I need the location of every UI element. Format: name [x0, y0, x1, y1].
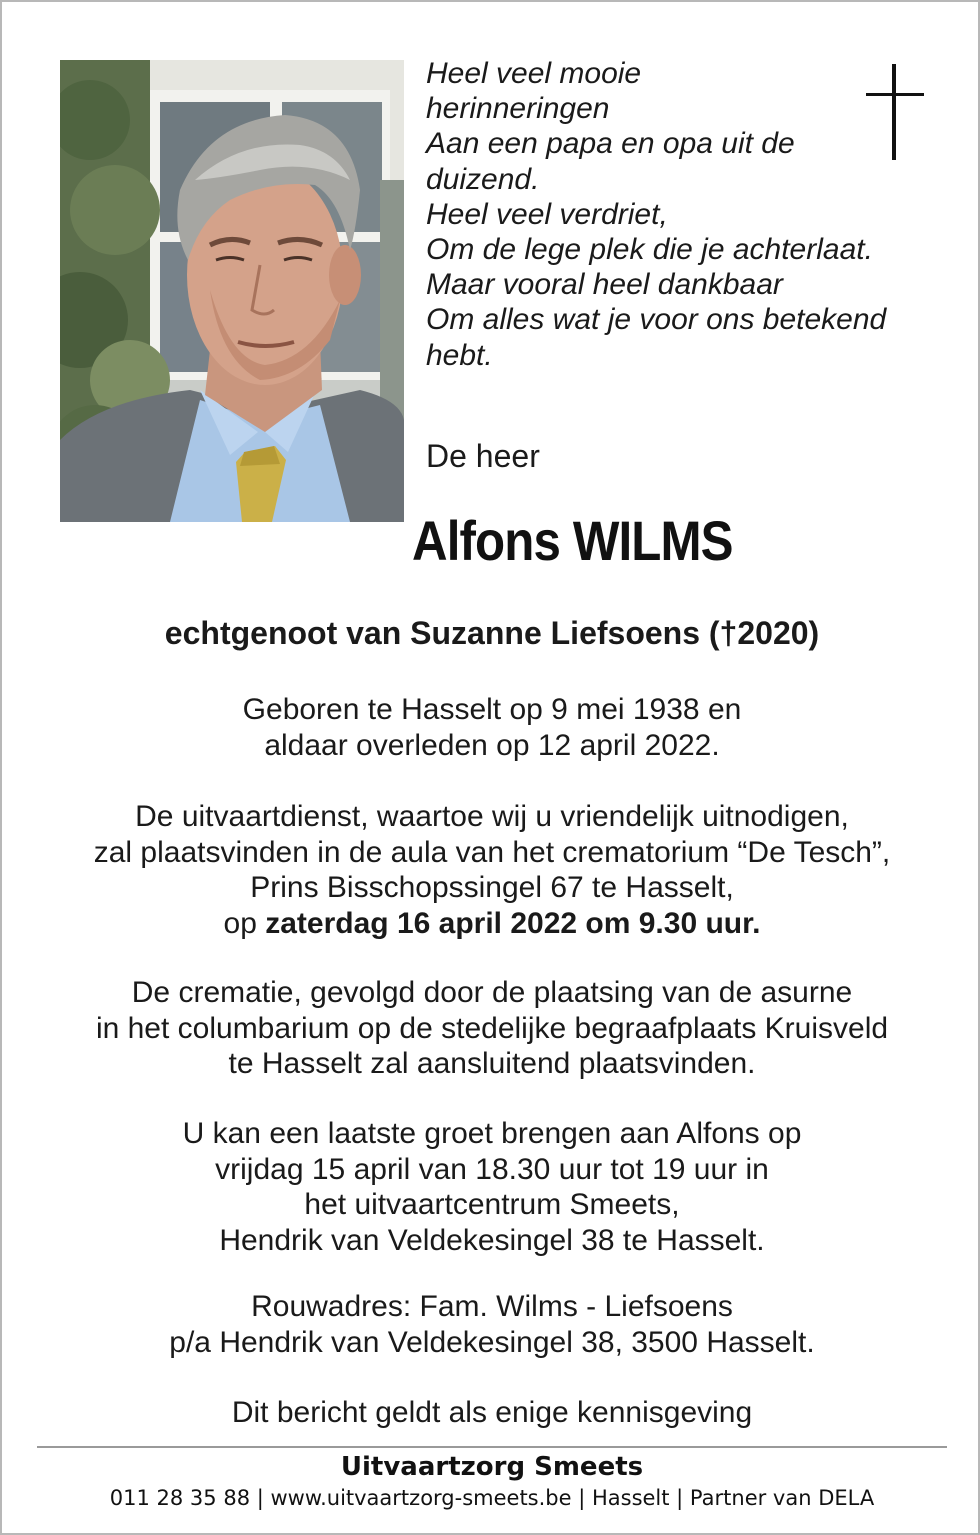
poem-line: Om alles wat je voor ons betekend	[426, 303, 887, 337]
text-line: U kan een laatste groet brengen aan Alfons op	[182, 1117, 802, 1150]
poem-line: Aan een papa en opa uit de	[426, 127, 795, 161]
poem-line: Heel veel verdriet,	[426, 197, 668, 231]
service-date: zaterdag 16 april 2022 om 9.30 uur.	[265, 906, 761, 940]
notice-line	[2, 1395, 980, 1431]
text-line: te Hasselt zal aansluitend plaatsvinden.	[228, 1047, 756, 1080]
poem-line: duizend.	[426, 162, 540, 196]
deceased-name: Alfons WILMS	[412, 509, 733, 572]
honorific: De heer	[426, 438, 540, 474]
footer-divider	[37, 1446, 947, 1448]
poem	[426, 56, 926, 373]
text-line: Dit bericht geldt als enige kennisgeving	[231, 1396, 753, 1429]
poem-line: Maar vooral heel dankbaar	[426, 268, 783, 302]
mourning-address-block	[2, 1289, 980, 1360]
cremation-block	[2, 975, 980, 1082]
spouse-line: echtgenoot van Suzanne Liefsoens (†2020)	[164, 615, 820, 651]
poem-line: Heel veel mooie	[426, 57, 642, 90]
poem-line: herinneringen	[426, 92, 610, 126]
service-date-prefix: op	[223, 906, 266, 940]
portrait-photo	[60, 60, 404, 522]
portrait-illustration	[60, 60, 404, 522]
visitation-block	[2, 1116, 980, 1258]
text-line: het uitvaartcentrum Smeets,	[304, 1188, 680, 1221]
poem-line: Om de lege plek die je achterlaat.	[426, 233, 873, 267]
text-line: Hendrik van Veldekesingel 38 te Hasselt.	[219, 1223, 765, 1257]
text-line: in het columbarium op de stedelijke begraafplaats Kruisveld	[95, 1011, 889, 1045]
service-block	[2, 799, 980, 941]
funeral-company-contact: 011 28 35 88 | www.uitvaartzorg-smeets.be | Hasselt | Partner van DELA	[109, 1486, 875, 1510]
service-date-line	[2, 906, 980, 942]
funeral-company-name: Uitvaartzorg Smeets	[340, 1452, 644, 1482]
text-line: De uitvaartdienst, waartoe wij u vriendelijk uitnodigen,	[135, 800, 849, 833]
poem-line: hebt.	[426, 338, 493, 372]
text-line: De crematie, gevolgd door de plaatsing van de asurne	[131, 976, 853, 1009]
text-line: aldaar overleden op 12 april 2022.	[264, 728, 720, 762]
latin-cross-icon	[866, 64, 924, 162]
text-line: Rouwadres: Fam. Wilms - Liefsoens	[251, 1290, 733, 1323]
text-line: p/a Hendrik van Veldekesingel 38, 3500 Hasselt.	[169, 1325, 815, 1359]
text-line: Geboren te Hasselt op 9 mei 1938 en	[242, 693, 742, 726]
birth-death-block	[2, 692, 980, 763]
text-line: vrijdag 15 april van 18.30 uur tot 19 uur in	[215, 1152, 769, 1186]
text-line: Prins Bisschopssingel 67 te Hasselt,	[250, 871, 734, 904]
text-line: zal plaatsvinden in de aula van het crematorium “De Tesch”,	[93, 835, 891, 869]
